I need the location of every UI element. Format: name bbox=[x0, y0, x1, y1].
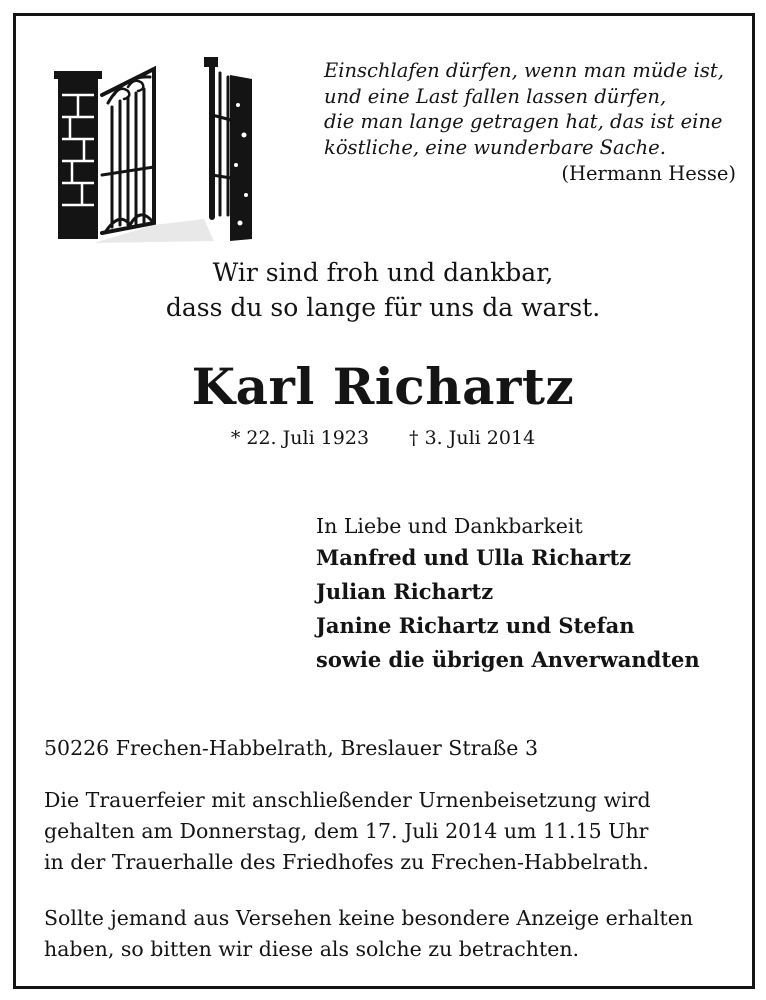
mourner-name: sowie die übrigen Anverwandten bbox=[316, 647, 700, 672]
mourners-lead: In Liebe und Dankbarkeit bbox=[316, 514, 583, 538]
deceased-name: Karl Richartz bbox=[191, 357, 575, 416]
birth-date: * 22. Juli 1923 bbox=[230, 427, 370, 449]
ceremony-line: Die Trauerfeier mit anschließender Urnenbeisetzung wird bbox=[44, 788, 651, 812]
note-line: haben, so bitten wir diese als solche zu betrachten. bbox=[44, 937, 580, 961]
quote-line: köstliche, eine wunderbare Sache. bbox=[324, 135, 666, 159]
mourner-name: Manfred und Ulla Richartz bbox=[316, 545, 632, 570]
life-dates bbox=[0, 425, 766, 451]
quote-author: (Hermann Hesse) bbox=[561, 162, 736, 185]
mourner-name: Julian Richartz bbox=[316, 579, 494, 604]
quote-line: und eine Last fallen lassen dürfen, bbox=[324, 84, 667, 108]
ceremony-line: gehalten am Donnerstag, dem 17. Juli 2014 um 11.15 Uhr bbox=[44, 819, 649, 843]
notice-note bbox=[44, 903, 744, 965]
ceremony-line: in der Trauerhalle des Friedhofes zu Frechen-Habbelrath. bbox=[44, 850, 649, 874]
open-garden-gate-icon bbox=[54, 55, 254, 245]
mourners-block bbox=[316, 511, 700, 677]
family-address bbox=[44, 733, 744, 764]
intro-line: Wir sind froh und dankbar, bbox=[212, 258, 554, 287]
ceremony-info bbox=[44, 785, 744, 878]
note-line: Sollte jemand aus Versehen keine besondere Anzeige erhalten bbox=[44, 906, 694, 930]
death-date: † 3. Juli 2014 bbox=[409, 427, 536, 449]
hesse-quote bbox=[324, 58, 736, 187]
intro-line: dass du so lange für uns da warst. bbox=[165, 293, 601, 322]
address-line: 50226 Frechen-Habbelrath, Breslauer Straße 3 bbox=[44, 736, 538, 760]
intro-text bbox=[0, 255, 766, 325]
quote-line: die man lange getragen hat, das ist eine bbox=[324, 110, 723, 133]
mourner-name: Janine Richartz und Stefan bbox=[316, 613, 635, 638]
quote-line: Einschlafen dürfen, wenn man müde ist, bbox=[324, 59, 724, 82]
